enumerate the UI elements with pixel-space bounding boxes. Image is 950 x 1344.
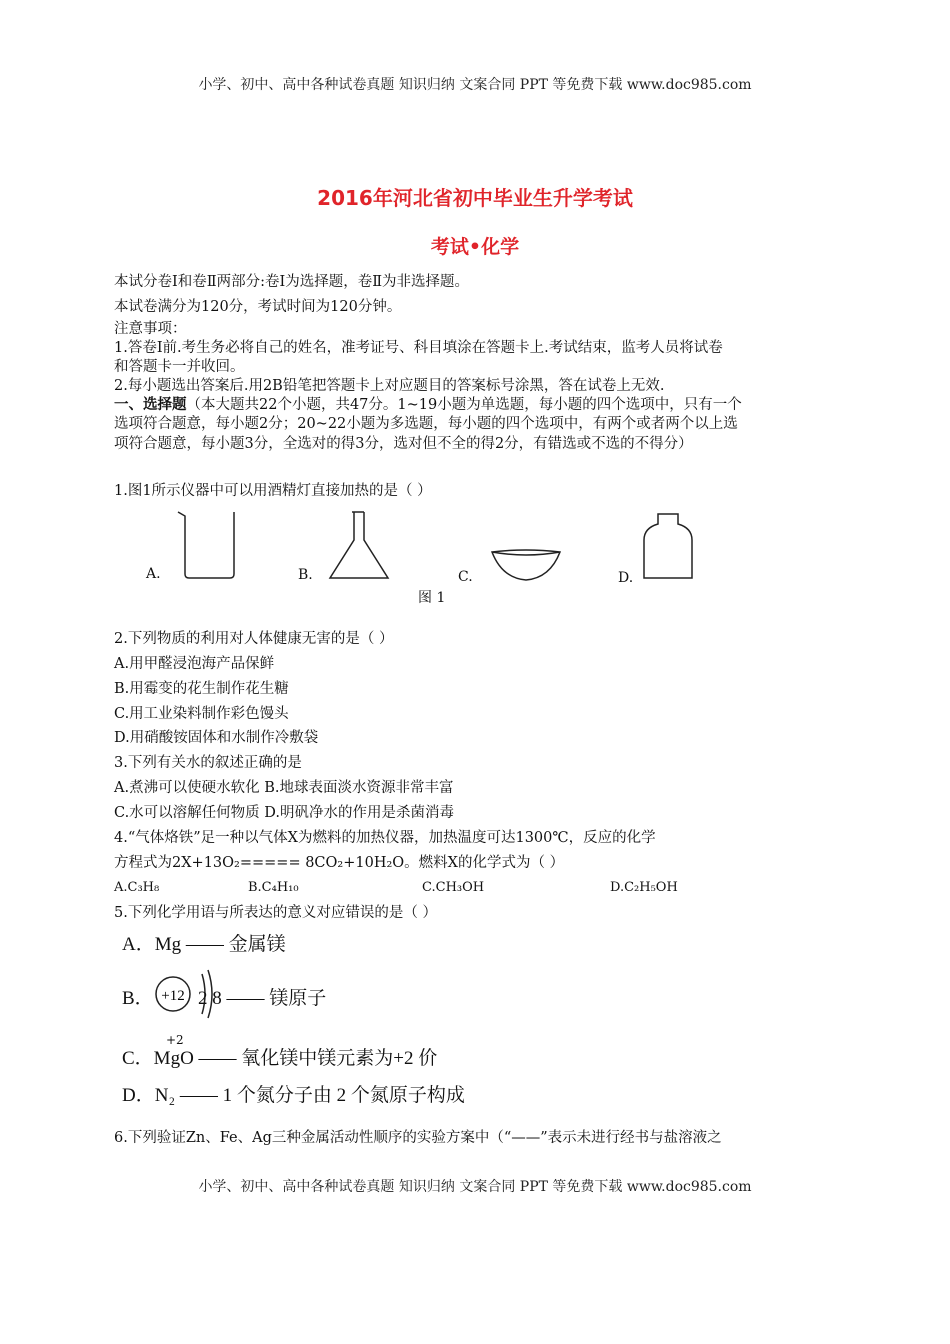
figure-caption: 图 1: [418, 590, 446, 606]
page-header: 小学、初中、高中各种试卷真题 知识归纳 文案合同 PPT 等免费下载 www.doc985.com: [198, 77, 752, 93]
option: A．Mg —— 金属镁: [122, 934, 286, 955]
evaporating-dish-icon: [492, 550, 560, 580]
section-line: 选项符合题意，每小题2分；20~22小题为多选题，每小题的四个选项中，有两个或者两个以上选: [114, 416, 738, 432]
intro-line: 本试卷满分为120分，考试时间为120分钟。: [114, 299, 402, 315]
question-3: 3.下列有关水的叙述正确的是: [114, 755, 302, 771]
option: C.用工业染料制作彩色馒头: [114, 706, 289, 722]
option: B.C₄H₁₀: [248, 880, 299, 895]
reagent-bottle-icon: [644, 514, 692, 578]
option-label: D.: [618, 570, 634, 586]
question-2: 2.下列物质的利用对人体健康无害的是（ ）: [114, 631, 394, 647]
intro-line: 本试分卷Ⅰ和卷Ⅱ两部分:卷Ⅰ为选择题，卷Ⅱ为非选择题。: [114, 274, 470, 290]
question-6: 6.下列验证Zn、Fe、Ag三种金属活动性顺序的实验方案中（“——”表示未进行经书与盐溶液之: [114, 1130, 722, 1146]
option: B.用霉变的花生制作花生糖: [114, 681, 289, 697]
question-4: 方程式为2X+13O₂===== 8CO₂+10H₂O。燃料X的化学式为（ ）: [114, 855, 565, 871]
intro-line: 1.答卷Ⅰ前.考生务必将自己的姓名，准考证号、科目填涂在答题卡上.考试结束，监考人员将试卷: [114, 340, 723, 356]
option: A.用甲醛浸泡海产品保鲜: [114, 656, 275, 672]
option-label: A.: [146, 566, 161, 582]
intro-line: 和答题卡一并收回。: [114, 359, 245, 375]
option: B．: [122, 988, 154, 1009]
option: D.C₂H₅OH: [610, 880, 678, 895]
exam-subtitle: 考试•化学: [430, 236, 520, 258]
option: D.用硝酸铵固体和水制作冷敷袋: [114, 730, 319, 746]
section-heading: 一、选择题: [114, 397, 187, 413]
option: 2 8 —— 镁原子: [198, 988, 327, 1009]
option: C．MgO —— 氧化镁中镁元素为+2 价: [122, 1048, 438, 1069]
exam-title: 2016年河北省初中毕业生升学考试: [317, 186, 633, 210]
intro-line: 注意事项：: [114, 321, 187, 337]
option: C.CH₃OH: [422, 880, 485, 895]
option: A.煮沸可以使硬水软化 B.地球表面淡水资源非常丰富: [114, 780, 454, 796]
option: D．N₂ —— 1 个氮分子由 2 个氮原子构成: [122, 1085, 465, 1106]
section-line: 项符合题意，每小题3分，全选对的得3分，选对但不全的得2分，有错选或不选的不得分）: [114, 436, 693, 452]
option: A.C₃H₈: [114, 880, 160, 895]
question-5: 5.下列化学用语与所表达的意义对应错误的是（ ）: [114, 905, 437, 921]
intro-line: 2.每小题选出答案后.用2B铅笔把答题卡上对应题目的答案标号涂黑，答在试卷上无效.: [114, 378, 665, 394]
conical-flask-icon: [330, 512, 388, 578]
option: C.水可以溶解任何物质 D.明矾净水的作用是杀菌消毒: [114, 805, 455, 821]
page-footer: 小学、初中、高中各种试卷真题 知识归纳 文案合同 PPT 等免费下载 www.doc985.com: [198, 1179, 752, 1195]
option-label: B.: [298, 567, 313, 583]
question-4: 4.“气体烙铁”足一种以气体X为燃料的加热仪器，加热温度可达1300℃，反应的化学: [114, 830, 656, 846]
valence-mark: +2: [166, 1033, 184, 1047]
question-1: 1.图1所示仪器中可以用酒精灯直接加热的是（ ）: [114, 483, 432, 499]
option-label: C.: [458, 569, 473, 585]
nucleus-charge: +12: [161, 988, 185, 1004]
beaker-icon: [178, 512, 234, 578]
section-line: 一、选择题（本大题共22个小题，共47分。1~19小题为单选题，每小题的四个选项中，只有一个: [114, 397, 742, 413]
